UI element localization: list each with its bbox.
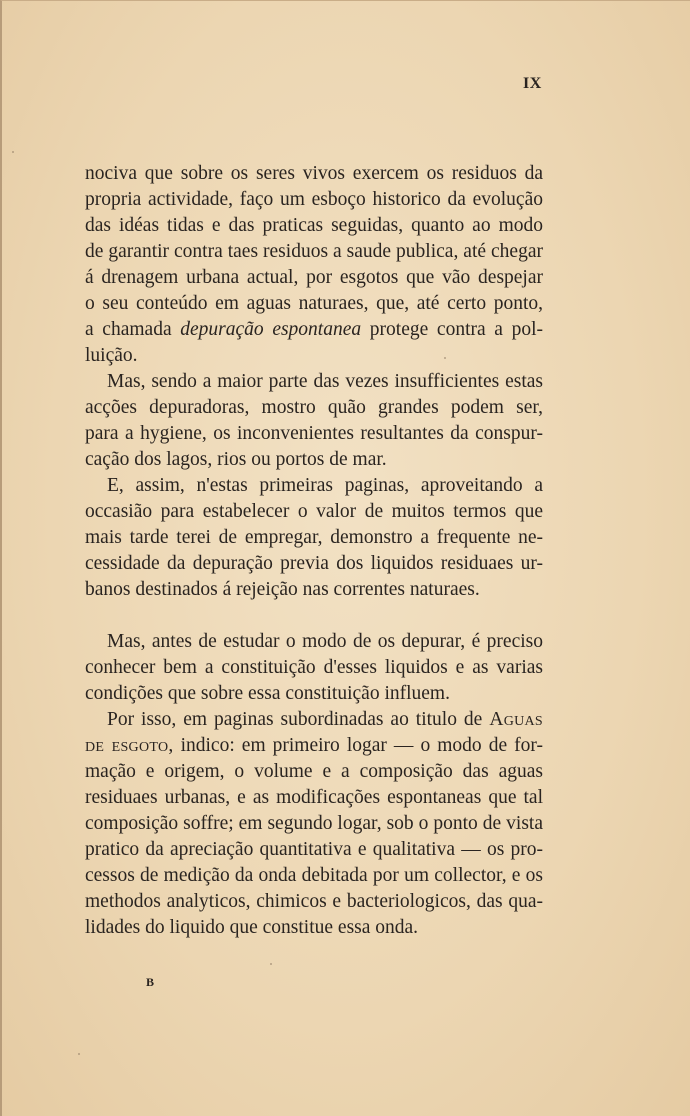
text-line: o seu conteúdo em aguas naturaes, que, até certo ponto, [85,293,543,314]
paragraph-2 [85,369,543,473]
page-number: IX [523,75,542,92]
text-fragment: indico: em primeiro logar — o modo de for- [180,735,543,756]
body-text [85,161,543,941]
text-line: lidades do liquido que constitue essa onda. [85,917,419,938]
paragraph-3 [85,473,543,603]
text-line: Mas, sendo a maior parte das vezes insufficientes estas [107,371,543,392]
text-line: pratico da apreciação quantitativa e qualitativa — os pro- [85,839,543,860]
text-line [85,733,543,759]
small-caps-title: Aguas [489,709,544,730]
text-line: E, assim, n'estas primeiras paginas, aproveitando a [107,475,543,496]
text-line: composição soffre; em segundo logar, sob o ponto de vista [85,813,543,834]
paragraph-5 [85,707,543,941]
text-line: á drenagem urbana actual, por esgotos que vão despejar [85,267,543,288]
text-line [85,707,543,733]
text-line: banos destinados á rejeição nas correntes naturaes. [85,579,480,600]
section-gap [85,603,543,629]
text-fragment: a chamada [85,319,172,340]
text-line: nociva que sobre os seres vivos exercem os residuos da [85,163,543,184]
paper-speck [12,151,14,153]
text-line: conhecer bem a constituição d'esses liquidos e as varias [85,657,543,678]
text-line: cação dos lagos, rios ou portos de mar. [85,449,387,470]
signature-mark: B [146,975,155,989]
text-line: residuaes urbanas, e as modificações espontaneas que tal [85,787,543,808]
text-line: para a hygiene, os inconvenientes resultantes da conspur- [85,423,543,444]
text-line: mais tarde terei de empregar, demonstro a frequente ne- [85,527,543,548]
text-fragment: Por isso, em paginas subordinadas ao titulo de [107,709,483,730]
text-line: de garantir contra taes residuos a saude publica, até chegar [85,241,543,262]
text-line: condições que sobre essa constituição influem. [85,683,450,704]
text-line: cessidade da depuração previa dos liquidos residuaes ur- [85,553,543,574]
text-line: cessos de medição da onda debitada por um collector, e os [85,865,543,886]
text-line: acções depuradoras, mostro quão grandes podem ser, [85,397,543,418]
text-line: mação e origem, o volume e a composição das aguas [85,761,543,782]
italic-term: depuração espontanea [180,319,362,340]
paper-speck [78,1053,80,1055]
text-line: occasião para estabelecer o valor de muitos termos que [85,501,543,522]
text-line [85,317,543,343]
text-line: luição. [85,345,138,366]
text-line: methodos analyticos, chimicos e bacteriologicos, das qua- [85,891,543,912]
paper-speck [270,963,272,965]
paragraph-4 [85,629,543,707]
paper-speck [444,357,446,359]
paragraph-1 [85,161,543,369]
text-fragment: protege contra a pol- [369,319,544,340]
text-line: propria actividade, faço um esboço historico da evolução [85,189,543,210]
text-line: Mas, antes de estudar o modo de os depurar, é preciso [107,631,543,652]
text-line: das idéas tidas e das praticas seguidas, quanto ao modo [85,215,543,236]
small-caps-title: de esgoto, [85,735,174,756]
